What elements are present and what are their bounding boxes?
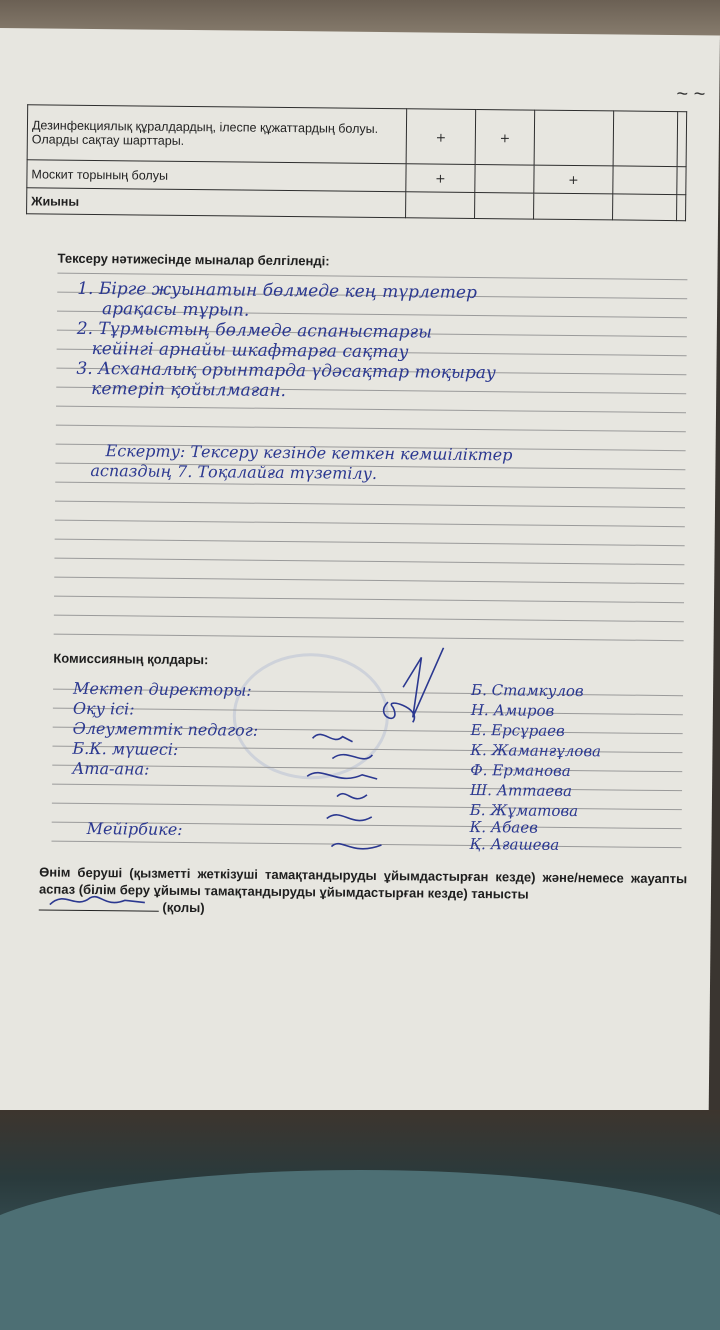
- mark-cell: [613, 194, 677, 221]
- mark-cell: [534, 193, 613, 220]
- row-label: Дезинфекциялық құралдардың, ілеспе құжаттардың болуы. Оларды сақтау шарттары.: [27, 105, 407, 164]
- handwritten-line: аспаздың 7. Тоқалайға түзетілу.: [90, 460, 378, 483]
- inspection-table: [26, 104, 687, 221]
- commission-heading: Комиссияның қолдары:: [53, 650, 209, 668]
- handwritten-line: 3. Асханалық орынтарда үдәсақтар тоқырау: [76, 358, 496, 384]
- mark-cell: [613, 111, 678, 167]
- handwritten-line: кейінгі арнайы шкафтарға сақтау: [91, 338, 409, 363]
- member-name: Ф. Ерманова: [470, 760, 571, 781]
- handwritten-line: 2. Тұрмыстың бөлмеде аспаныстарғы: [76, 318, 433, 343]
- mark-cell: [677, 112, 687, 167]
- mark-cell: [475, 164, 534, 193]
- findings-heading: Тексеру нәтижесінде мыналар белгіленді:: [57, 250, 330, 269]
- member-name: Б. Стамкулов: [470, 680, 584, 701]
- signatures-scribbles: [291, 646, 473, 868]
- acknowledgement-body: Өнім беруші (қызметті жеткізуші тамақтандыруды ұйымдастырған кезде) және/немесе жауапты аспаз (білім беру ұйымы тамақтандыруды ұйымдастырған кезде) танысты: [38, 864, 688, 902]
- mark-cell: +: [406, 164, 475, 193]
- handwritten-line: кетеріп қойылмаған.: [91, 378, 287, 402]
- mark-cell: +: [475, 109, 535, 165]
- row-label: Жиыны: [27, 188, 406, 218]
- row-label: Москит торының болуы: [27, 160, 406, 192]
- acknowledgement-signature: [45, 890, 155, 913]
- mark-cell: [677, 167, 686, 195]
- mark-cell: [406, 192, 475, 219]
- mark-cell: [475, 192, 534, 219]
- member-role: Мектеп директоры:: [72, 678, 252, 700]
- member-role: Әлеуметтік педагог:: [72, 718, 259, 740]
- member-role: Оқу ісі:: [72, 698, 135, 719]
- signature-line: [39, 897, 159, 911]
- member-name: Е. Ерсұраев: [470, 720, 565, 740]
- member-role: Мейірбике:: [86, 818, 183, 839]
- mark-cell: +: [406, 109, 476, 165]
- document-page: [0, 28, 720, 1125]
- background-lap-knee: [0, 1170, 720, 1330]
- handwritten-line: 1. Бірге жуынатын бөлмеде кең түрлетер: [77, 278, 477, 304]
- member-name: Н. Амиров: [470, 700, 555, 720]
- page-corner-mark: ~ ~: [676, 83, 706, 106]
- mark-cell: [534, 110, 614, 166]
- mark-cell: +: [534, 165, 613, 194]
- sign-label: (қолы): [162, 899, 205, 916]
- mark-cell: [613, 166, 677, 195]
- acknowledgement-text: [39, 863, 687, 921]
- member-name: Ш. Аттаева: [469, 780, 573, 801]
- member-role: Б.К. мүшесі:: [72, 738, 179, 759]
- table-row: [27, 105, 687, 167]
- table-row: [27, 188, 686, 221]
- member-name: К. Жаманғұлова: [470, 740, 602, 761]
- member-name: Қ. Ағашева: [469, 834, 560, 854]
- member-role: Ата-ана:: [72, 758, 150, 779]
- handwritten-line: Ескерту: Тексеру кезінде кеткен кемшіліктер: [105, 441, 513, 465]
- mark-cell: [677, 195, 686, 221]
- member-name: Б. Жұматова: [469, 800, 579, 821]
- member-name: К. Абаев: [469, 817, 538, 837]
- handwritten-line: арақасы тұрып.: [101, 299, 250, 321]
